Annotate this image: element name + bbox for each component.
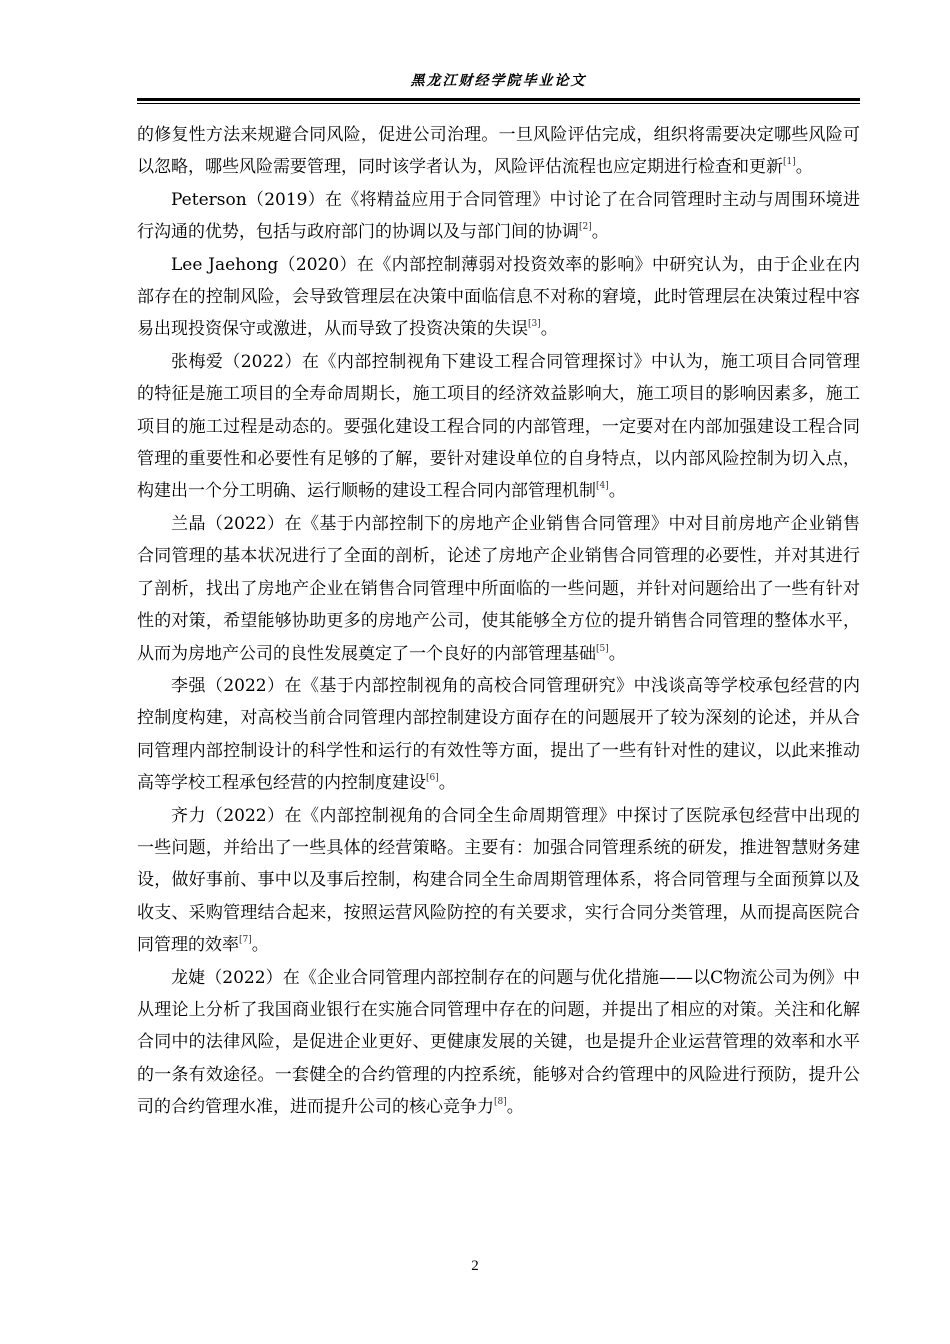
paragraph-end: 。	[795, 157, 813, 178]
paragraph-text: 齐力（2022）在《内部控制视角的合同全生命周期管理》中探讨了医院承包经营中出现的一些问题，并给出了一些具体的经营策略。主要有：加强合同管理系统的研发，推进智慧财务建设，做好事前、事中以及事后控制，构建合同全生命周期管理体系，将合同管理与全面预算以及收支、采购管理结合起来，按照运营风险防控的有关要求，实行合同分类管理，从而提高医院合同管理的效率	[137, 805, 860, 956]
citation-marker: [7]	[239, 935, 252, 946]
running-header	[137, 70, 860, 92]
citation-marker: [4]	[596, 481, 609, 492]
header-rule-thin	[137, 103, 860, 104]
paragraph-continuation	[137, 119, 860, 184]
paragraph-end: 。	[608, 643, 626, 664]
paragraph-end: 。	[506, 1097, 524, 1118]
paragraph-text: 的修复性方法来规避合同风险，促进公司治理。一旦风险评估完成，组织将需要决定哪些风险可以忽略，哪些风险需要管理，同时该学者认为，风险评估流程也应定期进行检查和更新	[137, 125, 860, 178]
paragraph-qi-li	[137, 800, 860, 962]
citation-marker: [1]	[783, 157, 796, 168]
paragraph-text: 李强（2022）在《基于内部控制视角的高校合同管理研究》中浅谈高等学校承包经营的内控制度构建，对高校当前合同管理内部控制建设方面存在的问题展开了较为深刻的论述，并从合同管理内部控制设计的科学性和运行的有效性等方面，提出了一些有针对性的建议，以此来推动高等学校工程承包经营的内控制度建设	[137, 675, 860, 794]
citation-marker: [3]	[528, 319, 541, 330]
citation-marker: [6]	[426, 773, 439, 784]
page-number: 2	[471, 1258, 479, 1274]
paragraph-text: 兰晶（2022）在《基于内部控制下的房地产企业销售合同管理》中对目前房地产企业销售合同管理的基本状况进行了全面的剖析，论述了房地产企业销售合同管理的必要性，并对其进行了剖析，找出了房地产企业在销售合同管理中所面临的一些问题，并针对问题给出了一些有针对性的对策，希望能够协助更多的房地产公司，使其能够全方位的提升销售合同管理的整体水平，从而为房地产公司的良性发展奠定了一个良好的内部管理基础	[137, 513, 860, 664]
paragraph-end: 。	[438, 773, 456, 794]
paragraph-lee-jaehong	[137, 249, 860, 346]
paragraph-end: 。	[608, 481, 626, 502]
paragraph-zhang-meiai	[137, 346, 860, 508]
paragraph-text: Lee Jaehong（2020）在《内部控制薄弱对投资效率的影响》中研究认为，由于企业在内部存在的控制风险，会导致管理层在决策中面临信息不对称的窘境，此时管理层在决策过程中容易出现投资保守或激进，从而导致了投资决策的失误	[137, 254, 860, 340]
paragraph-long-jie	[137, 962, 860, 1124]
citation-marker: [8]	[494, 1097, 507, 1108]
paragraph-lan-jing	[137, 508, 860, 670]
citation-marker: [2]	[579, 222, 592, 233]
header-rule-thick	[137, 98, 860, 101]
paragraph-end: 。	[251, 935, 269, 956]
body-text	[137, 119, 860, 1124]
paragraph-peterson	[137, 184, 860, 249]
paragraph-text: Peterson（2019）在《将精益应用于合同管理》中讨论了在合同管理时主动与周围环境进行沟通的优势，包括与政府部门的协调以及与部门间的协调	[137, 189, 860, 243]
paragraph-text: 张梅爱（2022）在《内部控制视角下建设工程合同管理探讨》中认为，施工项目合同管理的特征是施工项目的全寿命周期长，施工项目的经济效益影响大，施工项目的影响因素多，施工项目的施工过程是动态的。要强化建设工程合同的内部管理，一定要对在内部加强建设工程合同管理的重要性和必要性有足够的了解，要针对建设单位的自身特点，以内部风险控制为切入点，构建出一个分工明确、运行顺畅的建设工程合同内部管理机制	[137, 351, 860, 502]
paragraph-text: 龙婕（2022）在《企业合同管理内部控制存在的问题与优化措施——以C物流公司为例》中从理论上分析了我国商业银行在实施合同管理中存在的问题，并提出了相应的对策。关注和化解合同中的法律风险，是促进企业更好、更健康发展的关键，也是提升企业运营管理的效率和水平的一条有效途径。一套健全的合约管理的内控系统，能够对合约管理中的风险进行预防，提升公司的合约管理水准，进而提升公司的核心竞争力	[137, 967, 860, 1118]
paragraph-li-qiang	[137, 670, 860, 800]
header-title: 黑龙江财经学院毕业论文	[410, 73, 587, 89]
paragraph-end: 。	[540, 319, 558, 340]
citation-marker: [5]	[596, 643, 609, 654]
paragraph-end: 。	[591, 222, 609, 243]
